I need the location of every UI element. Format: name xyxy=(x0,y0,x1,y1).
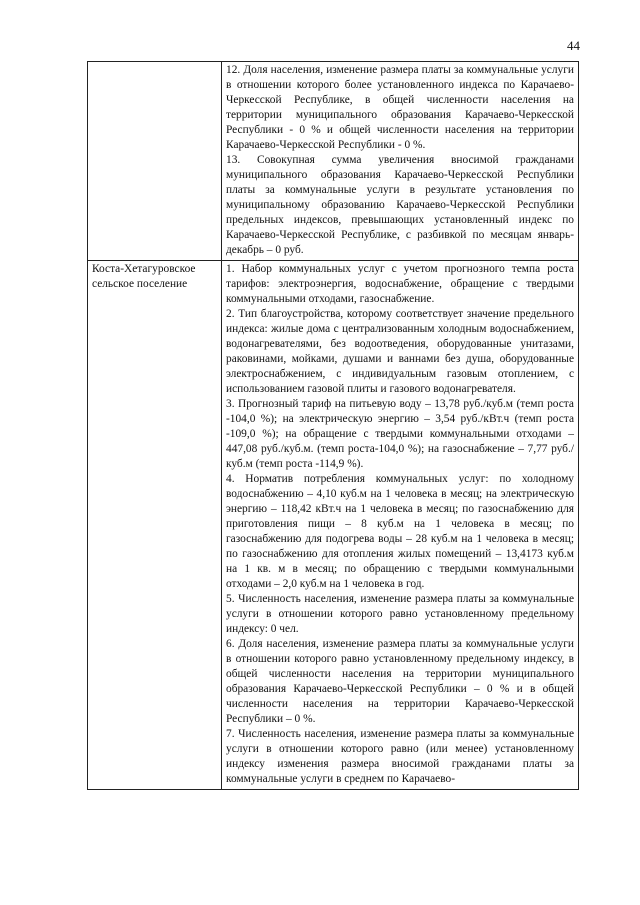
table-row xyxy=(88,62,579,261)
indicator-paragraph: 4. Норматив потребления коммунальных услуг: по холодному водоснабжению – 4,10 куб.м на 1 человека в месяц; на электрическую энергию – 118,42 кВт.ч на 1 человека в месяц; по газоснабжению для приготовления пищи – 8 куб.м на 1 человека в месяц; по газоснабжению для подогрева воды – 28 куб.м на 1 человека в месяц; по газоснабжению для отопления жилых помещений – 13,4173 куб.м на 1 кв. м в месяц; по обращению с твердыми коммунальными отходами – 2,0 куб.м на 1 человека в год. xyxy=(226,473,574,590)
indicator-paragraph: 1. Набор коммунальных услуг с учетом прогнозного темпа роста тарифов: электроэнергия, водоснабжение, обращение с твердыми коммунальными отходами, газоснабжение. xyxy=(226,263,574,305)
indicator-paragraph: 13. Совокупная сумма увеличения вносимой гражданами муниципального образования Карачаево-Черкесской Республики платы за коммунальные услуги в результате установления по муниципальному образованию Карачаево-Черкесской Республики предельных индексов, превышающих установленный индекс по Карачаево-Черкесской Республике, с разбивкой по месяцам январь-декабрь – 0 руб. xyxy=(226,154,574,256)
indicator-paragraph: 12. Доля населения, изменение размера платы за коммунальные услуги в отношении которого более установленного индекса по Карачаево-Черкесской Республике, в общей численности населения на территории муниципального образования Карачаево-Черкесской Республики - 0 % и общей численности населения на территории Карачаево-Черкесской Республики - 0 %. xyxy=(226,64,574,151)
page-number: 44 xyxy=(567,38,580,53)
indicator-paragraph: 5. Численность населения, изменение размера платы за коммунальные услуги в отношении которого равно установленному предельному индексу: 0 чел. xyxy=(226,593,574,635)
municipality-name: Коста-Хетагуровское сельское поселение xyxy=(92,263,196,290)
indicator-paragraph: 6. Доля населения, изменение размера платы за коммунальные услуги в отношении которого равно установленному предельному индексу, в общей численности населения на территории муниципального образования Карачаево-Черкесской Республики – 0 % и в общей численности населения на территории Карачаево-Черкесской Республики – 0 %. xyxy=(226,638,574,725)
indicator-paragraph: 2. Тип благоустройства, которому соответствует значение предельного индекса: жилые дома с централизованным холодным водоснабжением, водонагревателями, без водоотведения, оборудованные унитазами, раковинами, мойками, душами и ваннами без душа, оборудованные электроснабжением, с индивидуальным газовым отоплением, с использованием газовой плиты и газового водонагревателя. xyxy=(226,308,574,395)
municipality-cell xyxy=(88,62,222,261)
indicators-cell xyxy=(222,62,579,261)
indicators-cell xyxy=(222,261,579,790)
indicator-paragraph: 3. Прогнозный тариф на питьевую воду – 13,78 руб./куб.м (темп роста -104,0 %); на электрическую энергию – 3,54 руб./кВт.ч (темп роста -109,0 %); на обращение с твердыми коммунальными отходами – 447,08 руб./куб.м. (темп роста-104,0 %); на газоснабжение – 7,77 руб./куб.м (темп роста -114,9 %). xyxy=(226,398,574,470)
indicator-paragraph: 7. Численность населения, изменение размера платы за коммунальные услуги в отношении которого равно (или менее) установленному индексу изменения размера вносимой гражданами платы за коммунальные услуги в среднем по Карачаево- xyxy=(226,728,574,785)
table-row xyxy=(88,261,579,790)
municipality-cell xyxy=(88,261,222,790)
tariff-table xyxy=(87,61,579,790)
